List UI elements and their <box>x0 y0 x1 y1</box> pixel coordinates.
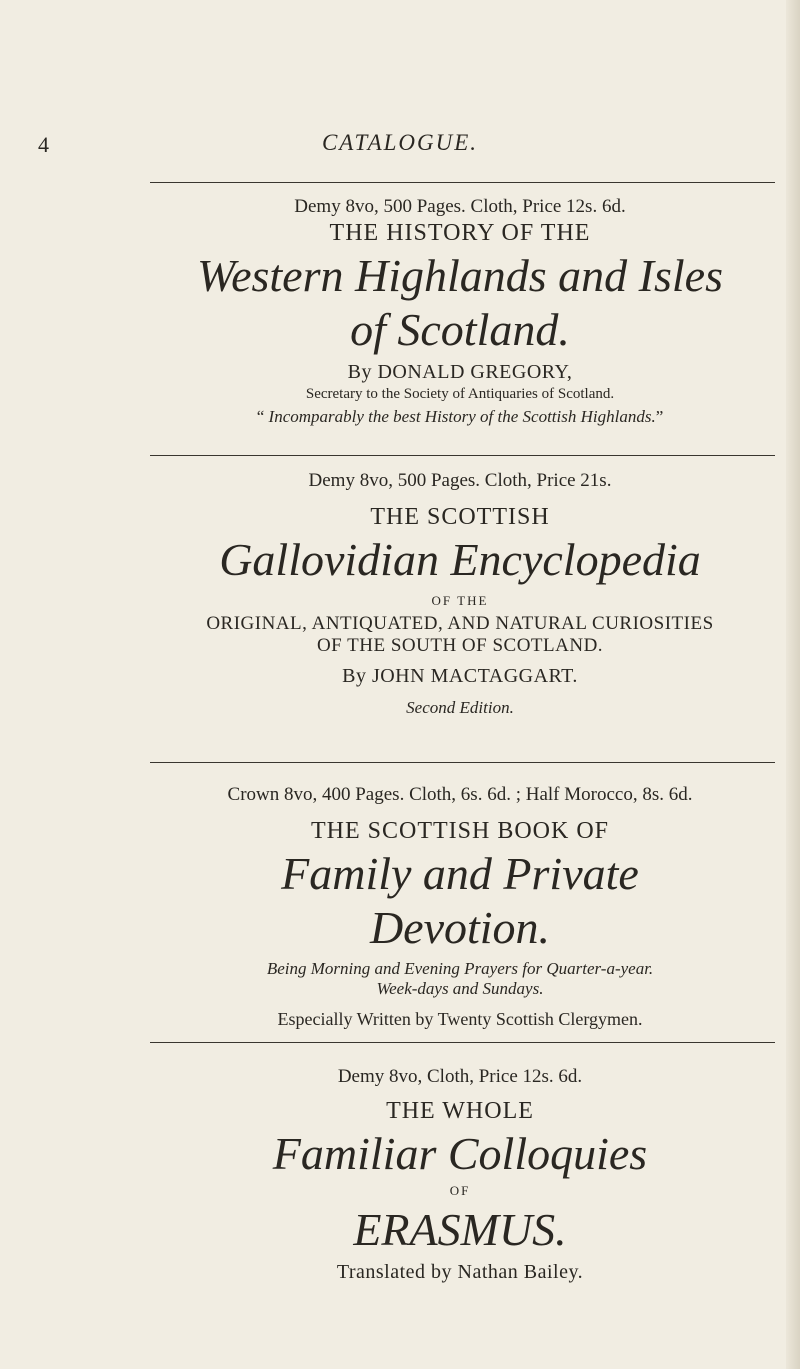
entry-description-2: Week-days and Sundays. <box>376 979 544 998</box>
page-number: 4 <box>38 132 49 157</box>
quote-text: Incomparably the best History of the Scottish Highlands. <box>268 407 656 426</box>
entry-author-note: Secretary to the Society of Antiquaries of Scotland. <box>305 386 615 402</box>
entry-of-word: OF THE <box>431 593 489 608</box>
entry-title-caps: THE HISTORY OF THE <box>329 220 591 246</box>
entry-edition: Second Edition. <box>406 698 514 717</box>
entry-of-word: OF <box>449 1183 471 1198</box>
entry-title-script-2: of Scotland. <box>350 304 570 355</box>
entry-author: By JOHN MACTAGGART. <box>342 665 578 687</box>
entry-format: Demy 8vo, 500 Pages. Cloth, Price 21s. <box>308 470 612 491</box>
page-edge-shadow <box>786 0 800 1369</box>
quote-open-mark: “ <box>256 407 269 426</box>
catalogue-entry-devotion <box>140 784 780 1030</box>
divider-rule <box>150 762 775 763</box>
entry-title-script: Gallovidian Encyclopedia <box>219 534 701 585</box>
entry-title-script-2: ERASMUS. <box>353 1204 567 1255</box>
divider-rule <box>150 182 775 183</box>
catalogue-entry-erasmus <box>140 1066 780 1284</box>
entry-quote <box>140 407 780 427</box>
catalogue-entry-gallovidian <box>140 470 780 718</box>
divider-rule <box>150 455 775 456</box>
entry-title-caps: THE SCOTTISH BOOK OF <box>310 818 609 844</box>
quote-close-mark: ” <box>655 407 664 426</box>
entry-translator: Translated by Nathan Bailey. <box>336 1261 584 1283</box>
entry-title-script: Familiar Colloquies <box>272 1128 648 1179</box>
entry-subtitle-2: OF THE SOUTH OF SCOTLAND. <box>316 635 604 656</box>
entry-title-caps: THE WHOLE <box>386 1098 534 1124</box>
page-header <box>0 128 800 168</box>
entry-description-1: Being Morning and Evening Prayers for Quarter-a-year. <box>266 959 654 978</box>
divider-rule <box>150 1042 775 1043</box>
entry-title-caps: THE SCOTTISH <box>370 504 550 530</box>
entry-format: Demy 8vo, Cloth, Price 12s. 6d. <box>337 1066 583 1087</box>
entry-title-script: Western Highlands and Isles <box>196 250 723 301</box>
catalogue-entry-highlands <box>140 196 780 427</box>
entry-format: Crown 8vo, 400 Pages. Cloth, 6s. 6d. ; Half Morocco, 8s. 6d. <box>227 784 693 805</box>
running-title: CATALOGUE. <box>321 130 479 155</box>
entry-subtitle-1: ORIGINAL, ANTIQUATED, AND NATURAL CURIOSITIES <box>206 613 714 634</box>
entry-author: By DONALD GREGORY, <box>347 361 573 383</box>
entry-title-script-2: Devotion. <box>369 902 551 953</box>
entry-format: Demy 8vo, 500 Pages. Cloth, Price 12s. 6d. <box>294 196 626 217</box>
entry-title-script: Family and Private <box>281 848 639 899</box>
entry-author: Especially Written by Twenty Scottish Clergymen. <box>277 1009 643 1029</box>
